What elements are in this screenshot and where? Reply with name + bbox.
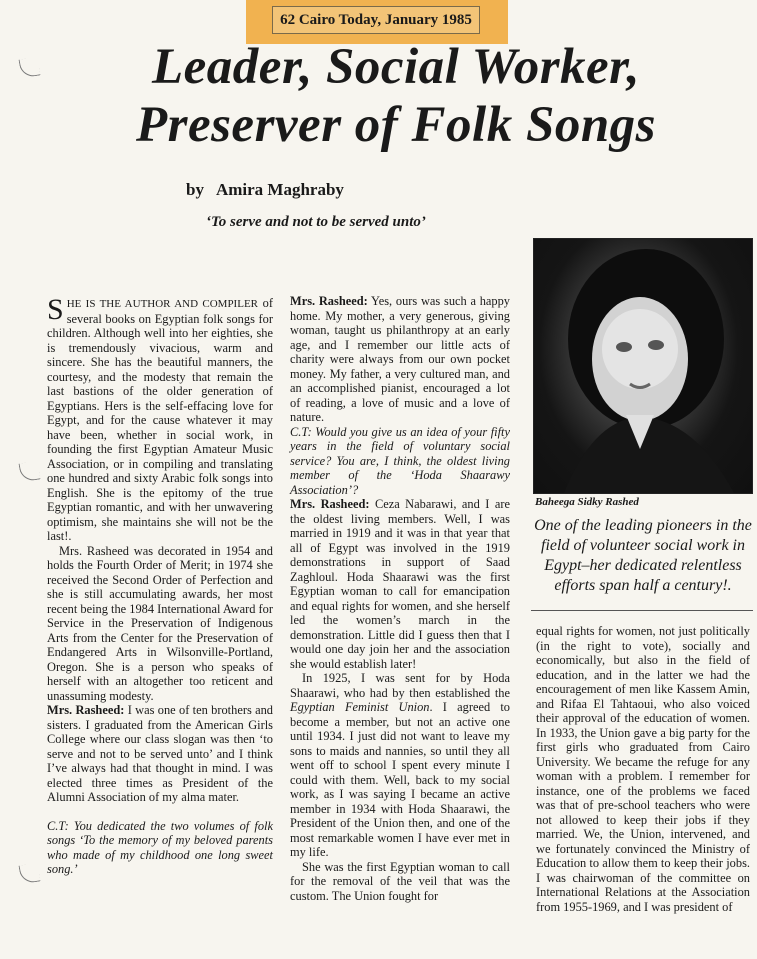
- photo-caption: Baheega Sidky Rashed: [535, 496, 639, 508]
- paragraph-text: Ceza Nabarawi, and I are the oldest living members. Well, I was married in 1919 and it was in that year that all of Egypt was involved in the 1919 demonstrations in support of Saad Zaghloul. Hoda Shaarawi was the first Egyptian woman to call for emancipation and equal rights for women, and she herself led the women’s march in the demonstration. Little did I guess then that I would one day join her and the association she would establish later!: [290, 497, 510, 671]
- paragraph-text: of several books on Egyptian folk songs for children. Although well into her eighties, she is tremendously vivacious, warm and sincere. She has the beautiful manners, the courtesy, and the modesty that remain the last bastions of the older generation of Egyptians. Hers is the self-effacing love for Egypt, and for the cause whatever it may have been, whether in social work, in founding the first Egyptian Amateur Music Association, or in compiling and translating one hundred and sixty Arabic folk songs into English. She is the epitomy of the true Egyptian romantic, and with her unwavering optimism, she maintains she will not be the last!.: [47, 296, 273, 543]
- pull-quote: One of the leading pioneers in the field of volunteer social work in Egypt–her dedicated relentless efforts span half a century!.: [534, 517, 752, 594]
- title-line-2: Preserver of Folk Songs: [135, 97, 657, 153]
- title-line-1: Leader, Social Worker,: [152, 39, 640, 95]
- portrait-illustration: [534, 239, 752, 493]
- binder-hole-mark: [18, 56, 40, 78]
- paragraph-text: In 1925, I was sent for by Hoda Shaarawi, who had by then established the: [290, 671, 510, 700]
- paragraph: [47, 293, 273, 544]
- article-column-2: [290, 294, 510, 903]
- paragraph: [290, 671, 510, 860]
- paragraph: equal rights for women, not just politically (in the right to vote), socially and economically, but also in the field of education, and in the latter we had the encouragement of men like Kassem Amin, and Rifaa El Tahtaoui, who also voiced their approval of the education of women. In 1933, the Union gave a big party for the first girls who graduated from Cairo University. We became the refuge for any woman with a problem. I remember for instance, one of the problems we faced was that of pre-school teachers who were not allowed to keep their jobs if they married. We, the Union, intervened, and we fortunately convinced the Ministry of Education to allow them to keep their jobs. I was chairwoman of the committee on International Relations at the Association from 1955-1969, and I was president of: [536, 624, 750, 914]
- paragraph: [290, 497, 510, 671]
- binder-hole-mark: [18, 862, 40, 884]
- paragraph: Mrs. Rasheed was decorated in 1954 and holds the Fourth Order of Merit; in 1974 she received the Second Order of Perfection and she is still accumulating awards, her most recent being the 1984 International Award for Service in the Preservation of Indigenous Arts from the Center for the Preservation of Endangered Arts in Wilsonville-Portland, Oregon. She is a person who speaks of herself with an altogether too reticent and unassuming modesty.: [47, 543, 273, 703]
- binder-hole-mark: [18, 460, 40, 482]
- drop-cap: S: [47, 293, 64, 326]
- byline-prefix: by: [186, 180, 204, 199]
- article-title: [46, 38, 746, 154]
- portrait-photo: [533, 238, 753, 494]
- divider: [531, 610, 753, 611]
- paragraph-text: Yes, ours was such a happy home. My mother, a very generous, giving woman, taught us philanthropy at an early age, and I remember our little acts of charity were always from our own pocket money. My father, a very cultured man, and an accomplished pianist, encouraged a lot of reading, a love of music and a love of nature.: [290, 294, 510, 424]
- paragraph-text: I was one of ten brothers and sisters. I graduated from the American Girls College where our class slogan was then ‘to serve and not to be served unto’ and I think I’ve always had that thought in mind. I was elected three times as President of the Alumni Association of my alma mater.: [47, 703, 274, 804]
- paragraph: She was the first Egyptian woman to call for the removal of the veil that was the custom. The Union fought for: [290, 859, 510, 903]
- issue-header: 62 Cairo Today, January 1985: [272, 6, 480, 34]
- paragraph-text: . I agreed to become a member, but not an active one until 1934. I just did not want to leave my sons to maids and nannies, so until they all went off to school I spent every minute I could with them. Well, back to my social work, as I was saying I became an active member in 1934 with Hoda Shaarawi, the President of the Union then, and one of the most remarkable women I have ever met in my life.: [290, 700, 510, 859]
- speaker-label: Mrs. Rasheed:: [290, 497, 370, 511]
- paragraph: [290, 294, 510, 425]
- interview-question: C.T: Would you give us an idea of your fifty years in the field of voluntary social service? You are, I think, the oldest living member of the ‘Hoda Shaarawy Association’?: [290, 424, 510, 497]
- interview-question: C.T: You dedicated the two volumes of folk songs ‘To the memory of my beloved parents who made of my childhood one long sweet song.’: [47, 818, 273, 876]
- lead-in: HE IS THE AUTHOR AND COMPILER: [66, 298, 258, 310]
- author-name: Amira Maghraby: [215, 180, 344, 199]
- tagline: ‘To serve and not to be served unto’: [206, 214, 426, 230]
- speaker-label: Mrs. Rasheed:: [47, 703, 125, 717]
- article-column-3: [536, 624, 750, 914]
- speaker-label: Mrs. Rasheed:: [290, 294, 368, 308]
- paragraph: [47, 703, 273, 805]
- article-column-1: [47, 293, 274, 877]
- byline: [186, 180, 344, 200]
- organization-name: Egyptian Feminist Union: [290, 700, 430, 714]
